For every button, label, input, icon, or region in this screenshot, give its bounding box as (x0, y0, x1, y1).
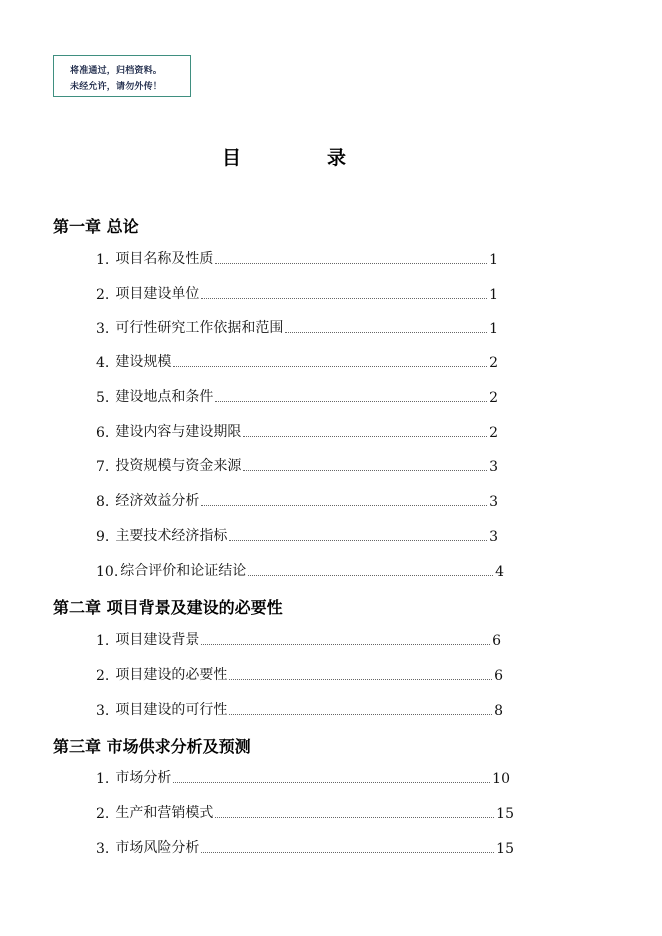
dot-leader (215, 263, 487, 264)
dot-leader (248, 575, 493, 576)
dot-leader (229, 540, 487, 541)
toc-entry-number: 2. (96, 806, 110, 822)
toc-entry-label: 建设内容与建设期限 (115, 424, 242, 440)
dot-leader (173, 366, 487, 367)
toc-entry-label: 生产和营销模式 (115, 805, 214, 821)
toc-entry-number: 2. (96, 668, 110, 684)
toc-entry-page: 6 (494, 668, 503, 684)
toc-entry-page: 3 (489, 459, 498, 475)
toc-entry-number: 10. (96, 564, 119, 580)
toc-entry[interactable] (96, 629, 501, 649)
toc-entry-label: 投资规模与资金来源 (115, 458, 242, 474)
toc-entry-number: 1. (96, 252, 110, 268)
toc-entry-page: 2 (489, 425, 498, 441)
dot-leader (285, 332, 487, 333)
toc-entry-number: 2. (96, 287, 110, 303)
dot-leader (201, 852, 494, 853)
stamp-line-2: 未经允许，请勿外传！ (70, 82, 163, 92)
dot-leader (229, 679, 492, 680)
toc-entry-page: 3 (489, 494, 498, 510)
toc-entry[interactable] (96, 837, 514, 857)
toc-entry-page: 1 (489, 287, 498, 303)
page-title (0, 143, 662, 169)
toc-entry-number: 1. (96, 771, 110, 787)
toc-entry-label: 经济效益分析 (115, 493, 200, 509)
confidential-stamp (53, 55, 191, 97)
toc-entry[interactable] (96, 455, 498, 475)
toc-entry[interactable] (96, 560, 504, 580)
toc-entry-label: 建设规模 (115, 354, 172, 370)
dot-leader (201, 644, 490, 645)
toc-entry[interactable] (96, 699, 503, 719)
toc-entry-number: 5. (96, 390, 110, 406)
toc-entry[interactable] (96, 317, 498, 337)
chapter-heading: 第二章 项目背景及建设的必要性 (53, 598, 283, 617)
dot-leader (201, 505, 487, 506)
toc-entry-page: 2 (489, 390, 498, 406)
toc-entry-number: 6. (96, 425, 110, 441)
toc-entry-page: 15 (496, 806, 514, 822)
dot-leader (229, 714, 492, 715)
toc-entry-number: 9. (96, 529, 110, 545)
toc-entry-page: 6 (492, 633, 501, 649)
toc-entry-page: 15 (496, 841, 514, 857)
toc-entry[interactable] (96, 421, 498, 441)
toc-entry[interactable] (96, 525, 498, 545)
toc-entry-label: 主要技术经济指标 (115, 528, 228, 544)
chapter-heading: 第三章 市场供求分析及预测 (53, 737, 251, 756)
toc-entry-label: 市场分析 (115, 770, 172, 786)
toc-entry-number: 8. (96, 494, 110, 510)
toc-entry[interactable] (96, 767, 510, 787)
dot-leader (243, 470, 487, 471)
toc-entry-number: 1. (96, 633, 110, 649)
toc-entry-label: 项目建设单位 (115, 286, 200, 302)
stamp-line-1: 将准通过，归档资料。 (70, 66, 163, 76)
toc-entry-label: 可行性研究工作依据和范围 (115, 320, 284, 336)
toc-entry-number: 3. (96, 841, 110, 857)
toc-entry-label: 综合评价和论证结论 (120, 563, 247, 579)
toc-entry[interactable] (96, 248, 498, 268)
title-char-2: 录 (327, 147, 347, 169)
toc-entry[interactable] (96, 664, 503, 684)
toc-entry-label: 市场风险分析 (115, 840, 200, 856)
toc-entry-number: 7. (96, 459, 110, 475)
toc-entry-page: 10 (492, 771, 510, 787)
toc-entry-label: 项目建设背景 (115, 632, 200, 648)
toc-entry-number: 3. (96, 321, 110, 337)
toc-entry-page: 1 (489, 252, 498, 268)
dot-leader (173, 782, 490, 783)
dot-leader (215, 817, 494, 818)
toc-entry[interactable] (96, 490, 498, 510)
toc-entry-label: 项目建设的可行性 (115, 702, 228, 718)
title-char-1: 目 (222, 147, 242, 169)
toc-entry-label: 建设地点和条件 (115, 389, 214, 405)
toc-entry-label: 项目建设的必要性 (115, 667, 228, 683)
toc-entry-number: 4. (96, 355, 110, 371)
toc-entry-label: 项目名称及性质 (115, 251, 214, 267)
dot-leader (201, 298, 487, 299)
toc-entry-page: 3 (489, 529, 498, 545)
chapter-heading: 第一章 总论 (53, 217, 139, 236)
toc-entry[interactable] (96, 802, 514, 822)
toc-entry-page: 2 (489, 355, 498, 371)
toc-entry-number: 3. (96, 703, 110, 719)
toc-entry-page: 4 (495, 564, 504, 580)
toc-entry-page: 1 (489, 321, 498, 337)
dot-leader (243, 436, 487, 437)
toc-entry-page: 8 (494, 703, 503, 719)
toc-entry[interactable] (96, 351, 498, 371)
toc-entry[interactable] (96, 283, 498, 303)
toc-entry[interactable] (96, 386, 498, 406)
dot-leader (215, 401, 487, 402)
